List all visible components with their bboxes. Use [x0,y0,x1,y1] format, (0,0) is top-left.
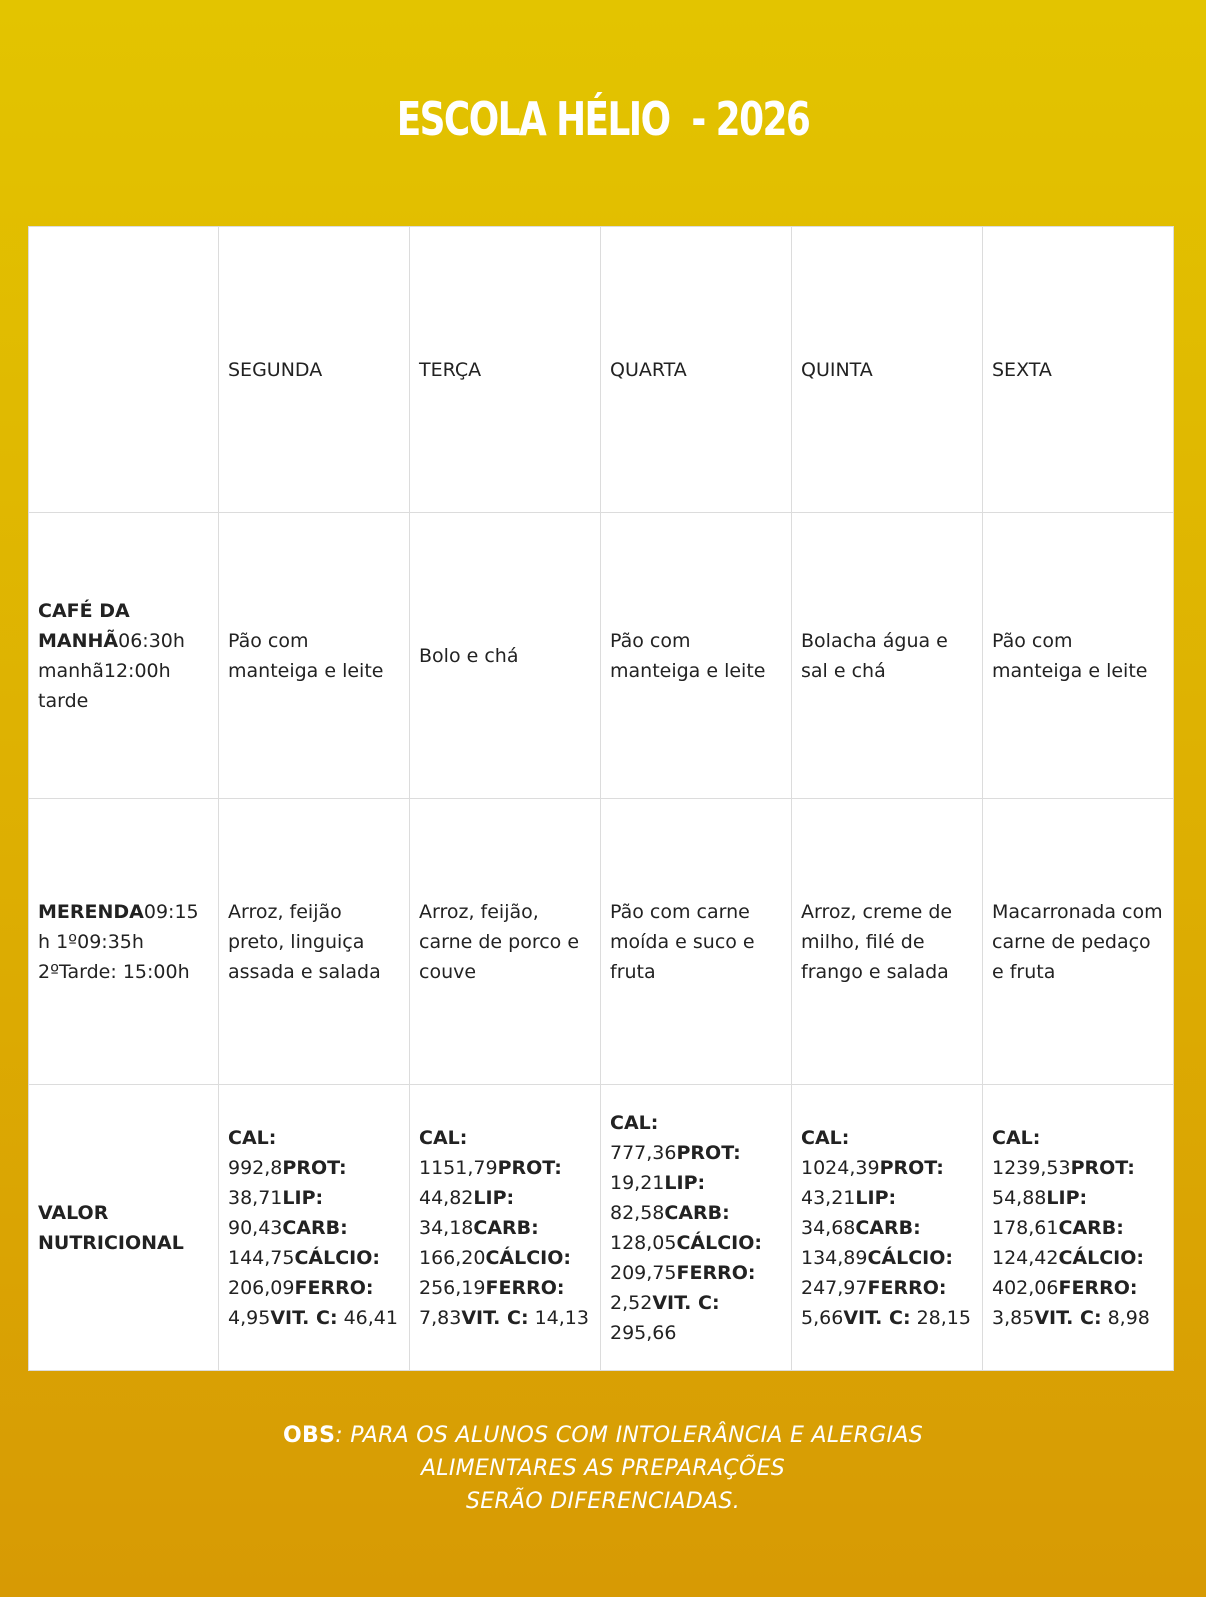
ferro-label: FERRO: [485,1276,565,1299]
lip-label: LIP: [855,1186,897,1209]
lip-value: 82,58 [610,1201,665,1224]
cafe-quinta: Bolacha água e sal e chá [792,513,983,799]
carb-label: CARB: [282,1216,348,1239]
cal-label: CAL: [228,1126,277,1149]
day-header-segunda: SEGUNDA [219,227,410,513]
prot-value: 43,21 [801,1186,856,1209]
cal-label: CAL: [610,1111,659,1134]
row-label-merenda-times: 09:15 h 1º09:35h 2ºTarde: 15:00h [38,900,199,983]
vitc-value: 28,15 [916,1306,971,1329]
lip-label: LIP: [473,1186,515,1209]
carb-label: CARB: [473,1216,539,1239]
cal-value: 1239,53 [992,1156,1071,1179]
prot-value: 54,88 [992,1186,1047,1209]
vitc-label: VIT. C: [843,1306,911,1329]
prot-value: 38,71 [228,1186,283,1209]
ferro-value: 5,66 [801,1306,844,1329]
lip-value: 90,43 [228,1216,283,1239]
ferro-label: FERRO: [294,1276,374,1299]
prot-label: PROT: [1070,1156,1135,1179]
carb-value: 166,20 [419,1246,486,1269]
cal-label: CAL: [992,1126,1041,1149]
calcio-label: CÁLCIO: [294,1246,381,1269]
ferro-value: 7,83 [419,1306,462,1329]
calcio-value: 402,06 [992,1276,1059,1299]
vitc-value: 14,13 [534,1306,589,1329]
menu-table [28,226,1174,1371]
day-header-terca: TERÇA [410,227,601,513]
vitc-value: 8,98 [1107,1306,1150,1329]
lip-label: LIP: [282,1186,324,1209]
ferro-value: 3,85 [992,1306,1035,1329]
nutricional-quinta [792,1085,983,1371]
calcio-label: CÁLCIO: [676,1231,763,1254]
lip-value: 34,18 [419,1216,474,1239]
merenda-sexta: Macarronada com carne de pedaço e fruta [983,799,1174,1085]
cal-value: 777,36 [610,1141,677,1164]
carb-value: 124,42 [992,1246,1059,1269]
row-label-nutricional [29,1085,219,1371]
lip-label: LIP: [664,1171,706,1194]
prot-value: 19,21 [610,1171,665,1194]
prot-label: PROT: [879,1156,944,1179]
obs-line-3: SERÃO DIFERENCIADAS. [466,1489,740,1514]
calcio-value: 206,09 [228,1276,295,1299]
row-label-cafe-title: CAFÉ DA MANHÃ [38,599,130,652]
nutricional-sexta [983,1085,1174,1371]
row-label-merenda-title: MERENDA [38,900,144,923]
vitc-label: VIT. C: [1034,1306,1102,1329]
calcio-value: 256,19 [419,1276,486,1299]
carb-value: 144,75 [228,1246,295,1269]
page-title: ESCOLA HÉLIO - 2026 [396,92,810,146]
obs-label: OBS [283,1423,336,1448]
cafe-terca: Bolo e chá [410,513,601,799]
row-cafe-da-manha [29,513,1174,799]
ferro-label: FERRO: [1058,1276,1138,1299]
calcio-label: CÁLCIO: [485,1246,572,1269]
cal-value: 1024,39 [801,1156,880,1179]
corner-cell [29,227,219,513]
vitc-value: 295,66 [610,1321,677,1344]
cal-value: 1151,79 [419,1156,498,1179]
vitc-label: VIT. C: [461,1306,529,1329]
obs-note [0,1419,1206,1518]
row-label-cafe-times: 06:30h manhã12:00h tarde [38,629,185,712]
cal-value: 992,8 [228,1156,283,1179]
lip-value: 34,68 [801,1216,856,1239]
row-label-cafe [29,513,219,799]
carb-label: CARB: [664,1201,730,1224]
prot-label: PROT: [676,1141,741,1164]
carb-label: CARB: [855,1216,921,1239]
cafe-segunda: Pão com manteiga e leite [219,513,410,799]
obs-separator: : [335,1423,343,1448]
carb-value: 128,05 [610,1231,677,1254]
carb-value: 134,89 [801,1246,868,1269]
cafe-quarta: Pão com manteiga e leite [601,513,792,799]
lip-value: 178,61 [992,1216,1059,1239]
obs-line-2: ALIMENTARES AS PREPARAÇÕES [420,1456,786,1481]
vitc-value: 46,41 [343,1306,398,1329]
row-label-merenda [29,799,219,1085]
prot-value: 44,82 [419,1186,474,1209]
nutricional-terca [410,1085,601,1371]
merenda-terca: Arroz, feijão, carne de porco e couve [410,799,601,1085]
day-header-quarta: QUARTA [601,227,792,513]
obs-text-1: PARA OS ALUNOS COM INTOLERÂNCIA E ALERGIAS [342,1423,923,1448]
row-valor-nutricional [29,1085,1174,1371]
prot-label: PROT: [282,1156,347,1179]
cal-label: CAL: [419,1126,468,1149]
ferro-label: FERRO: [676,1261,756,1284]
merenda-segunda: Arroz, feijão preto, linguiça assada e salada [219,799,410,1085]
header-row [29,227,1174,513]
vitc-label: VIT. C: [652,1291,720,1314]
ferro-value: 4,95 [228,1306,271,1329]
vitc-label: VIT. C: [270,1306,338,1329]
carb-label: CARB: [1058,1216,1124,1239]
nutricional-quarta [601,1085,792,1371]
cal-label: CAL: [801,1126,850,1149]
row-merenda [29,799,1174,1085]
lip-label: LIP: [1046,1186,1088,1209]
row-label-nutricional-title: VALOR NUTRICIONAL [38,1201,184,1254]
obs-line-1 [0,1419,1206,1452]
day-header-sexta: SEXTA [983,227,1174,513]
cafe-sexta: Pão com manteiga e leite [983,513,1174,799]
ferro-label: FERRO: [867,1276,947,1299]
calcio-label: CÁLCIO: [867,1246,954,1269]
ferro-value: 2,52 [610,1291,653,1314]
calcio-label: CÁLCIO: [1058,1246,1145,1269]
nutricional-segunda [219,1085,410,1371]
prot-label: PROT: [497,1156,562,1179]
calcio-value: 247,97 [801,1276,868,1299]
merenda-quinta: Arroz, creme de milho, filé de frango e salada [792,799,983,1085]
calcio-value: 209,75 [610,1261,677,1284]
merenda-quarta: Pão com carne moída e suco e fruta [601,799,792,1085]
day-header-quinta: QUINTA [792,227,983,513]
